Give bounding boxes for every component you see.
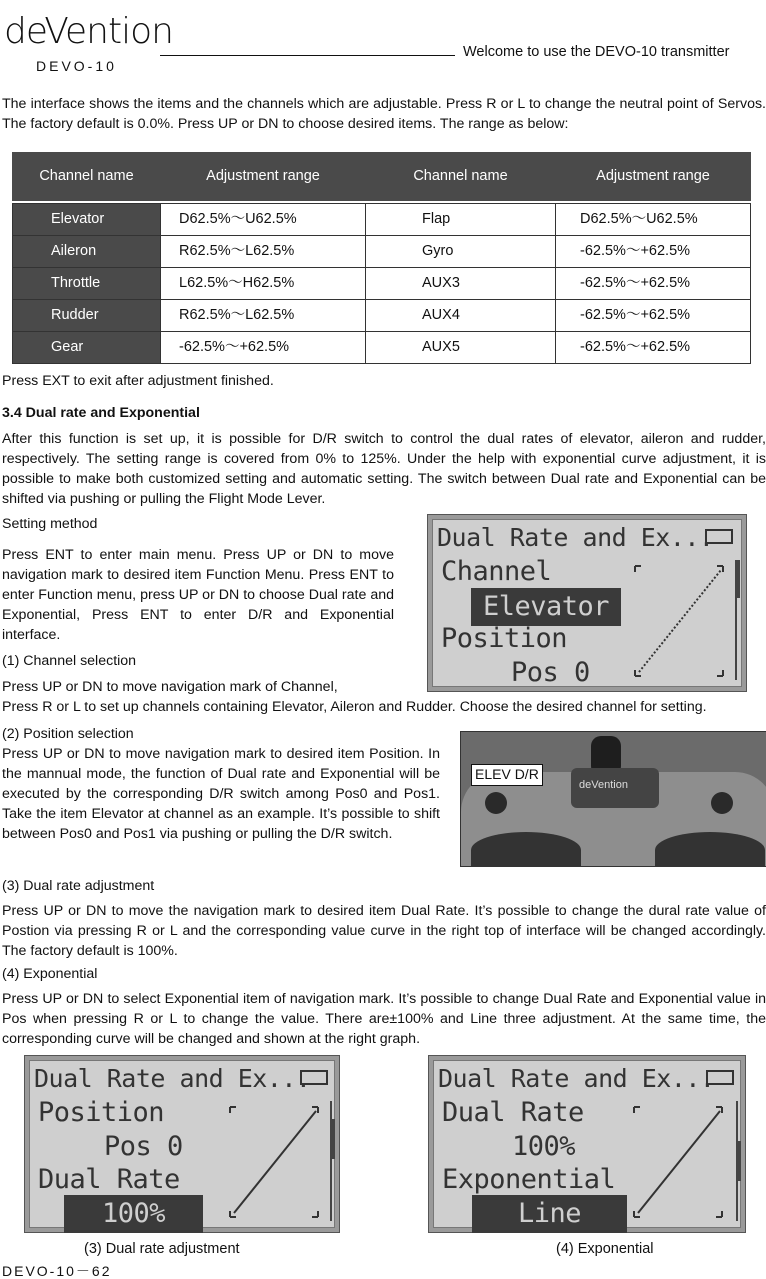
- caption-exponential: (4) Exponential: [556, 1241, 654, 1257]
- lcd-position-label: Position: [38, 1097, 165, 1128]
- curve-graph-icon: [632, 1103, 728, 1221]
- table-cell: AUX5: [366, 332, 556, 364]
- table-cell: D62.5%～U62.5%: [161, 204, 366, 236]
- knob: [711, 792, 733, 814]
- table-cell: -62.5%～+62.5%: [556, 300, 751, 332]
- section-intro: After this function is set up, it is possible for D/R switch to control the dual rates of elevator, aileron and rudder, respectively. The setting range is covered from 0% to 125%. Under the help with exponential curve adjustment, it is possible to make both customized setting and automatic setting. The switch between Dual rate and Exponential can be shifted via pushing or pulling the Flight Mode Lever.: [2, 431, 766, 507]
- header-title: Welcome to use the DEVO-10 transmitter: [463, 44, 730, 60]
- table-cell: -62.5%～+62.5%: [556, 268, 751, 300]
- table-row: [13, 204, 751, 236]
- table-cell: R62.5%～L62.5%: [161, 236, 366, 268]
- table-cell: Elevator: [13, 204, 161, 236]
- lcd-title: Dual Rate and Ex...: [34, 1064, 311, 1093]
- step2-title: (2) Position selection: [2, 726, 134, 742]
- right-stick: [655, 832, 765, 867]
- table-cell: Flap: [366, 204, 556, 236]
- table-cell: -62.5%～+62.5%: [161, 332, 366, 364]
- scrollbar-thumb: [736, 1141, 741, 1181]
- lcd-dual-rate-value: 100%: [512, 1131, 576, 1162]
- section-title: 3.4 Dual rate and Exponential: [2, 405, 200, 421]
- table-cell: Aileron: [13, 236, 161, 268]
- battery-icon: [705, 529, 733, 544]
- step3-title: (3) Dual rate adjustment: [2, 878, 155, 894]
- table-row: [13, 332, 751, 364]
- header-rule: [160, 55, 455, 56]
- curve-graph-icon: [228, 1103, 324, 1221]
- lcd-position-value: Pos 0: [511, 657, 590, 688]
- table-cell: L62.5%～H62.5%: [161, 268, 366, 300]
- col-header: Adjustment range: [556, 153, 751, 201]
- step4-title: (4) Exponential: [2, 966, 98, 982]
- scrollbar-thumb: [330, 1119, 335, 1159]
- battery-icon: [300, 1070, 328, 1085]
- lcd-screen-dual-rate: [24, 1055, 340, 1233]
- table-cell: -62.5%～+62.5%: [556, 332, 751, 364]
- table-cell: Gyro: [366, 236, 556, 268]
- table-cell: D62.5%～U62.5%: [556, 204, 751, 236]
- lcd-screen-exponential: [428, 1055, 746, 1233]
- caption-dual-rate: (3) Dual rate adjustment: [84, 1241, 240, 1257]
- table-cell: AUX4: [366, 300, 556, 332]
- brand-logo: deVention: [4, 11, 173, 52]
- table-header-row: [13, 153, 751, 201]
- table-cell: R62.5%～L62.5%: [161, 300, 366, 332]
- table-cell: Gear: [13, 332, 161, 364]
- lcd-position-value: Pos 0: [104, 1131, 183, 1162]
- step3-text: Press UP or DN to move the navigation mark to desired item Dual Rate. It’s possible to change the dural rate value of Postion via pressing R or L and the corresponding value curve in the right top of interface will be changed accordingly. The factory default is 100%.: [2, 903, 766, 959]
- step1-text-a: Press UP or DN to move navigation mark of Channel,: [2, 679, 338, 695]
- table-cell: AUX3: [366, 268, 556, 300]
- table-row: [13, 236, 751, 268]
- curve-graph-icon: [633, 562, 729, 680]
- photo-brand: deVention: [579, 779, 628, 791]
- col-header: Channel name: [366, 153, 556, 201]
- transmitter-photo: [460, 731, 766, 867]
- col-header: Channel name: [13, 153, 161, 201]
- lcd-position-label: Position: [441, 623, 568, 654]
- scrollbar-thumb: [735, 560, 740, 598]
- exit-text: Press EXT to exit after adjustment finished.: [2, 373, 274, 389]
- lcd-dual-rate-value: 100%: [64, 1195, 203, 1233]
- lcd-dual-rate-label: Dual Rate: [38, 1164, 180, 1195]
- lcd-dual-rate-label: Dual Rate: [442, 1097, 584, 1128]
- intro-text: The interface shows the items and the channels which are adjustable. Press R or L to change the neutral point of Servos. The factory default is 0.0%. Press UP or DN to choose desired items. The range as below:: [2, 96, 766, 132]
- table-cell: -62.5%～+62.5%: [556, 236, 751, 268]
- step2-text: Press UP or DN to move navigation mark to desired item Position. In the mannual mode, the function of Dual rate and Exponential will be executed by the corresponding D/R switch among Pos0 and Pos1. Take the item Elevator at channel as an example. It’s possible to shift between Pos0 and Pos1 via pushing or pulling the D/R switch.: [2, 746, 440, 842]
- setting-method-title: Setting method: [2, 516, 98, 532]
- lcd-channel-value: Elevator: [471, 588, 621, 626]
- step1-title: (1) Channel selection: [2, 653, 137, 669]
- dr-switch: [485, 792, 507, 814]
- lcd-title: Dual Rate and Ex...: [438, 1064, 715, 1093]
- page-footer: DEVO-10－62: [2, 1263, 112, 1279]
- lcd-title: Dual Rate and Ex...: [437, 523, 714, 552]
- table-row: [13, 300, 751, 332]
- setting-method-text: Press ENT to enter main menu. Press UP or DN to move navigation mark to desired item Function Menu. Press ENT to enter Function menu, press UP or DN to choose Dual rate and Exponential, Press ENT to enter D/R and Exponential interface.: [2, 547, 394, 643]
- battery-icon: [706, 1070, 734, 1085]
- model-name: DEVO-10: [36, 58, 117, 74]
- lcd-screen-channel: [427, 514, 747, 692]
- lcd-exponential-label: Exponential: [442, 1164, 616, 1195]
- step4-text: Press UP or DN to select Exponential item of navigation mark. It’s possible to change Dual Rate and Exponential value in Pos when pressing R or L to change the value. There are±100% and Line three adjustment. At the same time, the corresponding curve will be changed and shown at the right graph.: [2, 991, 766, 1047]
- channel-table: [12, 152, 751, 364]
- table-cell: Throttle: [13, 268, 161, 300]
- table-cell: Rudder: [13, 300, 161, 332]
- table-row: [13, 268, 751, 300]
- col-header: Adjustment range: [161, 153, 366, 201]
- elev-dr-callout: ELEV D/R: [471, 764, 543, 786]
- lcd-exponential-value: Line: [472, 1195, 627, 1233]
- step1-text-b: Press R or L to set up channels containing Elevator, Aileron and Rudder. Choose the desired channel for setting.: [2, 699, 707, 715]
- left-stick: [471, 832, 581, 867]
- lcd-channel-label: Channel: [441, 556, 552, 587]
